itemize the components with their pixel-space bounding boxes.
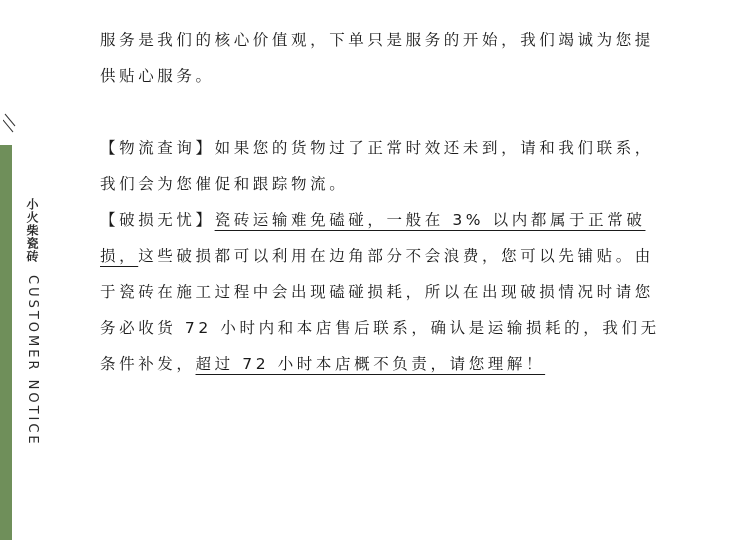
side-customer-notice: CUSTOMER NOTICE bbox=[25, 275, 40, 447]
side-brand: 小火柴瓷砖 bbox=[25, 198, 39, 263]
side-accent-bar bbox=[0, 145, 12, 540]
paragraph-gap bbox=[100, 94, 660, 130]
damage-underlined-1: 瓷砖运输难免磕碰，一般在 3% 以内都属于正常破损， bbox=[100, 211, 646, 265]
damage-text: 这些破损都可以利用在边角部分不会浪费，您可以先铺贴。由于瓷砖在施工过程中会出现磕碰损耗，所以在出现破损情况时请您务必收货 72 小时内和本店售后联系，确认是运输损耗的，我们无条件补发， bbox=[100, 247, 660, 373]
notice-content bbox=[100, 22, 660, 382]
service-paragraph: 服务是我们的核心价值观，下单只是服务的开始，我们竭诚为您提供贴心服务。 bbox=[100, 31, 654, 85]
damage-underlined-2: 超过 72 小时本店概不负责，请您理解！ bbox=[195, 355, 546, 373]
damage-tag: 【破损无忧】 bbox=[100, 211, 215, 229]
side-vertical-label bbox=[24, 198, 41, 447]
logistics-paragraph: 【物流查询】如果您的货物过了正常时效还未到，请和我们联系，我们会为您催促和跟踪物流。 bbox=[100, 139, 654, 193]
slash-decoration-icon bbox=[3, 112, 17, 138]
damage-paragraph bbox=[100, 202, 660, 382]
